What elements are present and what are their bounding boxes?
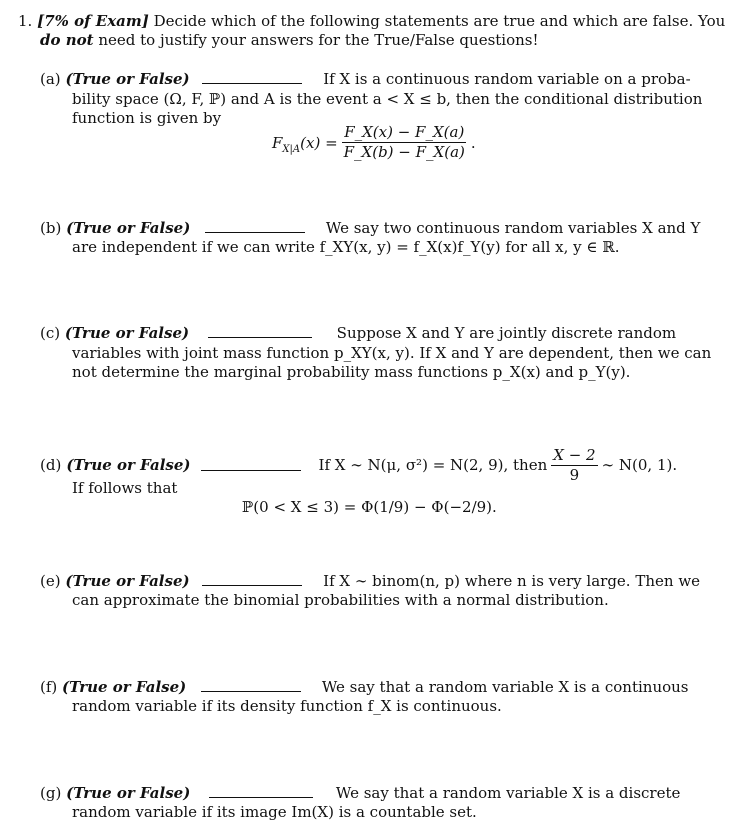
item-f-answer-blank[interactable] [201,680,301,692]
question-intro-line2: need to justify your answers for the True/False questions! [98,31,539,49]
item-b-line1 [40,219,700,237]
item-f-line1 [40,678,689,696]
item-d-text1b: ∼ N(0, 1). [601,456,678,474]
item-a-text2: bility space (Ω, F, ℙ) and A is the event a < X ≤ b, then the conditional distribution [72,90,703,108]
item-c-line1 [40,324,676,342]
question-intro-bold: do not [40,31,94,49]
item-g-tf-label: (True or False) [66,784,191,802]
item-d-frac-denominator: 9 [569,465,580,484]
item-g-label: (g) [40,784,62,802]
item-a-text1: If X is a continuous random variable on a proba- [323,70,691,88]
item-a-answer-blank[interactable] [202,72,302,84]
item-d-formula: ℙ(0 < X ≤ 3) = Φ(1/9) − Φ(−2/9). [242,498,497,516]
item-d-text1a: If X ∼ N(μ, σ²) = N(2, 9), then [318,456,548,474]
item-c-tf-label: (True or False) [64,324,190,342]
item-d-frac-numerator: X − 2 [553,445,596,464]
item-b-text1: We say two continuous random variables X and Y [325,219,701,237]
item-a-formula: $F_{X|A}(x)$ = $\frac{F\_X(x) - F\_X(a)}{F\_X(b) - F\_X(a)}$ . [272,123,476,161]
item-d-label: (d) [40,456,62,474]
item-a-formula-numerator: F_X(x) − F_X(a) [344,123,465,141]
item-f-label: (f) [40,678,58,696]
item-c-text3: not determine the marginal probability mass functions p_X(x) and p_Y(y). [72,363,631,381]
item-f-tf-label: (True or False) [62,678,187,696]
item-b-label: (b) [40,219,62,237]
item-b-answer-blank[interactable] [205,221,305,233]
item-d-text2: If follows that [72,479,178,497]
item-g-text1: We say that a random variable X is a discrete [335,784,681,802]
item-g-line1 [40,784,680,802]
item-c-text2: variables with joint mass function p_XY(x, y). If X and Y are dependent, then we can [72,344,712,362]
question-weight: [7% of Exam] [37,12,149,30]
item-f-text2: random variable if its density function f_X is continuous. [72,697,502,715]
item-g-answer-blank[interactable] [209,786,313,798]
item-a-text3: function is given by [72,109,222,127]
item-a-formula-denominator: F_X(b) − F_X(a) [343,143,465,161]
item-e-line1 [40,572,700,590]
item-e-text2: can approximate the binomial probabilities with a normal distribution. [72,591,609,609]
item-d-answer-blank[interactable] [201,459,301,471]
item-a-label: (a) [40,70,61,88]
item-f-text1: We say that a random variable X is a continuous [321,678,689,696]
item-c-answer-blank[interactable] [208,326,312,338]
item-e-tf-label: (True or False) [65,572,190,590]
item-d-tf-label: (True or False) [66,456,191,474]
item-c-label: (c) [40,324,61,342]
question-header-line1 [18,12,725,30]
item-c-text1: Suppose X and Y are jointly discrete random [336,324,677,342]
item-d-line1 [40,447,677,483]
item-a-line1 [40,70,691,88]
item-e-label: (e) [40,572,61,590]
item-a-tf-label: (True or False) [65,70,190,88]
question-number: 1. [18,12,33,30]
question-intro-line1: Decide which of the following statements are true and which are false. You [153,12,726,30]
item-g-text2: random variable if its image Im(X) is a countable set. [72,803,477,821]
question-header-line2 [40,31,539,49]
item-e-text1: If X ∼ binom(n, p) where n is very large. Then we [323,572,701,590]
item-b-tf-label: (True or False) [66,219,191,237]
item-e-answer-blank[interactable] [202,574,302,586]
item-b-text2: are independent if we can write f_XY(x, y) = f_X(x)f_Y(y) for all x, y ∈ ℝ. [72,238,620,256]
